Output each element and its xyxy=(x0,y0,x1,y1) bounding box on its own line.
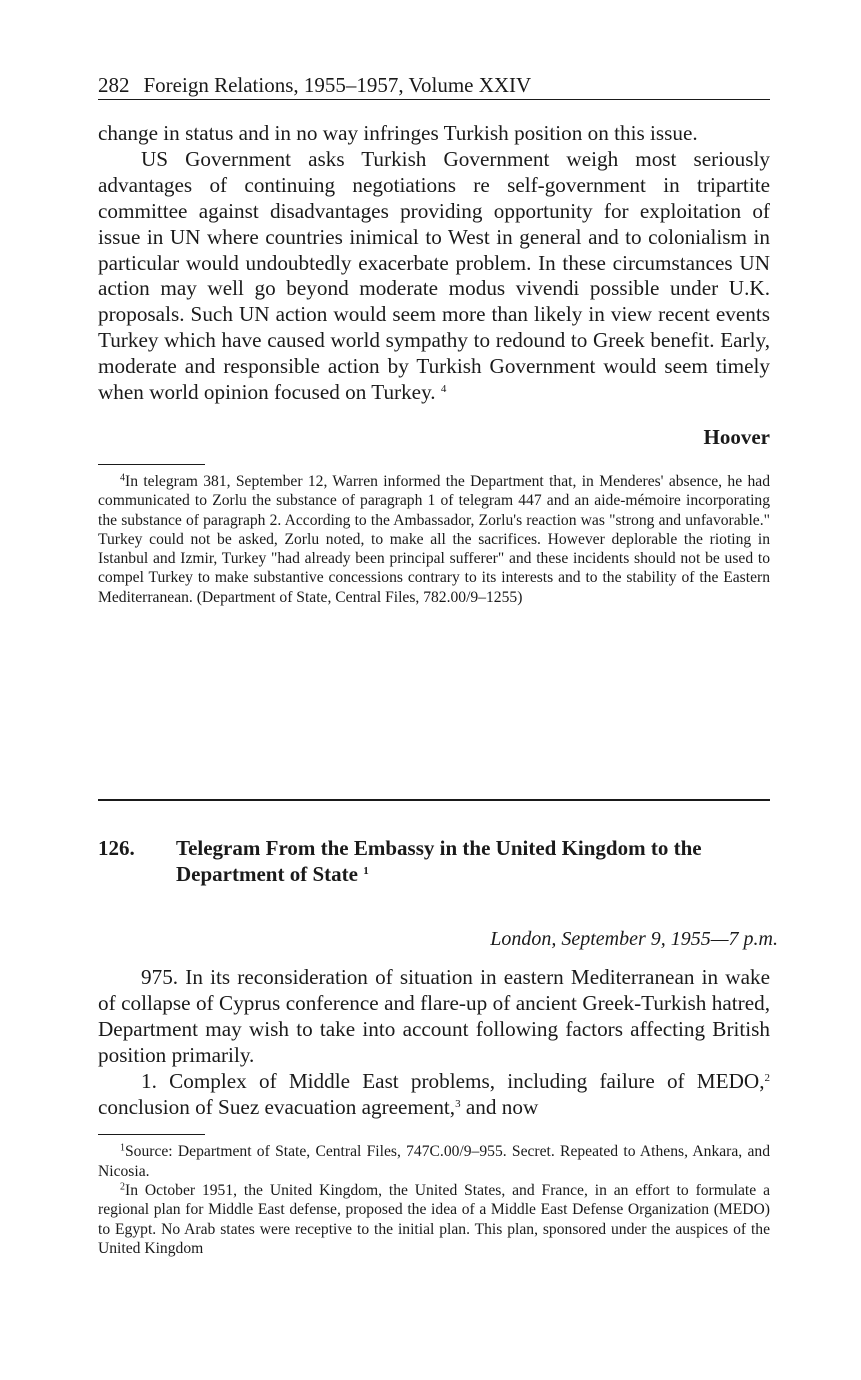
footnote-marker: 2 xyxy=(120,1181,125,1193)
footnote-text: In October 1951, the United Kingdom, the United States, and France, in an effort to formulate a regional plan for Middle East defense, proposed the idea of a Middle East Defense Organization (MEDO) to Egypt. No Arab states were receptive to the initial plan. This plan, sponsored under the auspices of the United Kingdom xyxy=(98,1182,770,1257)
footnote-text: Source: Department of State, Central Files, 747C.00/9–955. Secret. Repeated to Athens, Ankara, and Nicosia. xyxy=(98,1143,770,1180)
paragraph-part-2: conclusion of Suez evacuation agreement, xyxy=(98,1094,456,1119)
paragraph-975: 975. In its reconsideration of situation in eastern Mediterranean in wake of collapse of Cyprus conference and flare-up of ancient Greek-Turkish hatred, Department may wish to take into account following factors affecting British position primarily. xyxy=(98,965,770,1067)
paragraph-1 xyxy=(98,1069,770,1121)
document-separator xyxy=(98,799,770,801)
footnote-marker: 4 xyxy=(120,472,125,484)
paragraph-us-government xyxy=(98,147,770,406)
paragraph-part-1: 1. Complex of Middle East problems, including failure of MEDO, xyxy=(141,1068,765,1093)
page-number: 282 xyxy=(98,73,130,97)
volume-title: Foreign Relations, 1955–1957, Volume XXIV xyxy=(143,73,532,97)
dateline: London, September 9, 1955—7 p.m. xyxy=(490,928,778,950)
document-body xyxy=(98,965,770,1258)
document-number: 126. xyxy=(98,836,135,860)
footnote-ref-2: 2 xyxy=(764,1071,770,1084)
paragraph-part-3: and now xyxy=(465,1094,539,1119)
footnote-4 xyxy=(98,472,770,607)
running-header xyxy=(98,72,770,100)
continued-paragraph: change in status and in no way infringes Turkish position on this issue. xyxy=(98,121,698,145)
page-body xyxy=(98,72,770,607)
footnote-ref-4: 4 xyxy=(440,382,447,395)
signature: Hoover xyxy=(703,424,770,449)
paragraph-text: US Government asks Turkish Government weigh most seriously advantages of continuing negotiations re self-government in tripartite committee against disadvantages providing opportunity for exploitation of issue in UN where countries inimical to West in general and to colonialism in particular would undoubtedly exacerbate problem. In these circumstances UN action may well go beyond moderate modus vivendi possible under U.K. proposals. Such UN action would seem more than likely in view recent events Turkey which have caused world sympathy to redound to Greek benefit. Early, moderate and responsible action by Turkish Government would seem timely when world opinion focused on Turkey. xyxy=(98,146,770,405)
footnote-text: In telegram 381, September 12, Warren informed the Department that, in Menderes' absence, he had communicated to Zorlu the substance of paragraph 1 of telegram 447 and an aide-mémoire incorporating the substance of paragraph 2. According to the Ambassador, Zorlu's reaction was "strong and unfavorable." Turkey could not be asked, Zorlu noted, to make all the sacrifices. However deplorable the rioting in Istanbul and Izmir, Turkey "had already been principal sufferer" and these incidents should not be used to compel Turkey to make substantive concessions contrary to its interests and to the stability of the Eastern Mediterranean. (Department of State, Central Files, 782.00/9–1255) xyxy=(98,472,770,606)
footnote-2 xyxy=(98,1181,770,1258)
document-title-text: Telegram From the Embassy in the United Kingdom to the Department of State xyxy=(176,836,702,886)
footnote-ref-3: 3 xyxy=(455,1097,461,1110)
footnote-divider xyxy=(98,464,205,465)
footnote-1 xyxy=(98,1142,770,1181)
document-title xyxy=(176,835,756,887)
footnote-divider xyxy=(98,1134,205,1135)
footnote-ref-1: 1 xyxy=(363,864,369,877)
footnote-marker: 1 xyxy=(120,1142,125,1154)
document-heading xyxy=(98,835,770,887)
